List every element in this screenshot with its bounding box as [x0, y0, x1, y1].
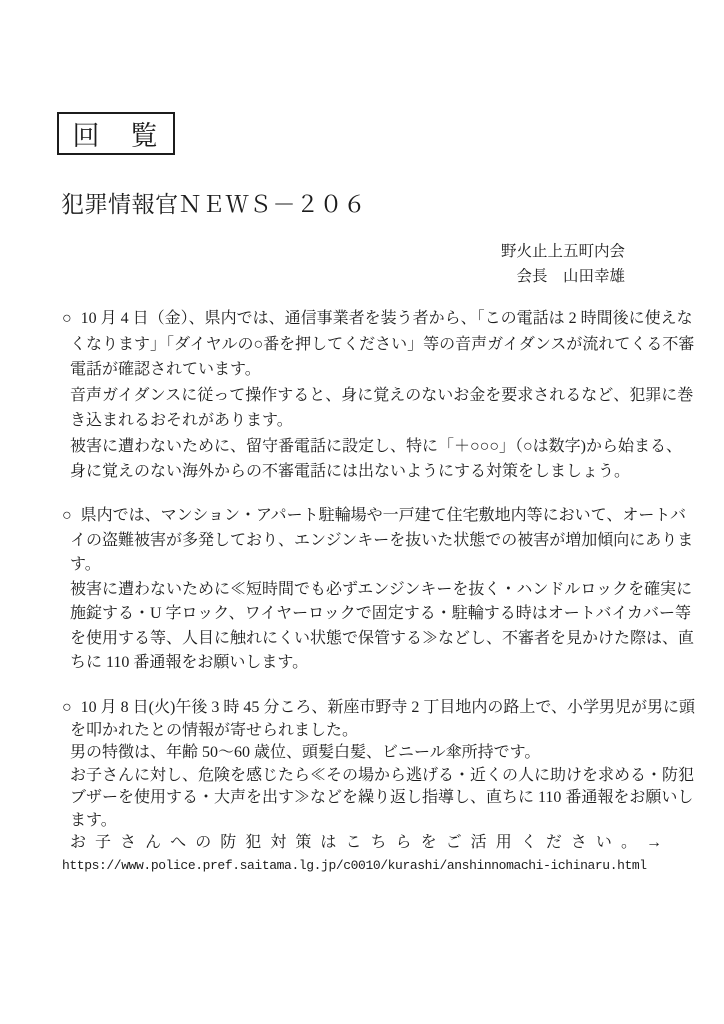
- section-line-text: 県内では、マンション・アパート駐輪場や一戸建て住宅敷地内等において、オートバ: [80, 507, 687, 524]
- section-line-text: 10 月 8 日(火)午後 3 時 45 分ころ、新座市野寺 2 丁目地内の路上で、小学男児が男に頭: [80, 699, 696, 716]
- section-line: す。: [70, 556, 101, 573]
- reference-url-text: https://www.police.pref.saitama.lg.jp/c0010/kurashi/anshinnomachi-ichinaru.html: [62, 857, 647, 873]
- section-line-text: 10 月 4 日（金）、県内では、通信事業者を装う者から、「この電話は 2 時間後に使えな: [80, 310, 693, 327]
- section-line: お子さんに対し、危険を感じたら≪その場から逃げる・近くの人に助けを求める・防犯: [70, 766, 695, 784]
- section-line: 被害に遭わないために、留守番電話に設定し、特に「＋○○○」（○は数字)から始まる、: [70, 437, 682, 455]
- document-title: 犯罪情報官ＮＥＷＳ－２０６: [61, 192, 367, 217]
- section-line: 音声ガイダンスに従って操作すると、身に覚えのないお金を要求されるなど、犯罪に巻: [70, 386, 694, 404]
- issuer-representative: 会長 山田幸雄: [516, 268, 625, 285]
- circulation-stamp-box: [57, 112, 175, 155]
- section-line: 被害に遭わないために≪短時間でも必ずエンジンキーを抜く・ハンドルロックを確実に: [70, 580, 693, 598]
- issuer-block: [501, 239, 625, 289]
- notice-section-child-safety: [62, 697, 696, 877]
- section-marker: ○: [62, 507, 72, 524]
- section-line: くなります」「ダイヤルの○番を押してください」等の音声ガイダンスが流れてくる不審: [70, 335, 695, 353]
- section-line: [62, 306, 693, 332]
- circulation-stamp-label: 回 覧: [72, 121, 160, 151]
- notice-section-phone-scam: [62, 306, 695, 485]
- section-line: 身に覚えのない海外からの不審電話には出ないようにする対策をしましょう。: [70, 463, 631, 480]
- section-line-call-to-action: お 子 さ ん へ の 防 犯 対 策 は こ ち ら を ご 活 用 く だ さ い 。 →: [70, 834, 662, 851]
- section-marker: ○: [62, 699, 72, 716]
- section-marker: ○: [62, 310, 72, 327]
- section-line: 電話が確認されています。: [70, 361, 261, 378]
- section-line: イの盗難被害が多発しており、エンジンキーを抜いた状態での被害が増加傾向にありま: [70, 531, 694, 549]
- section-line: 施錠する・U 字ロック、ワイヤーロックで固定する・駐輪する時はオートバイカバー等: [70, 605, 691, 622]
- notice-section-motorcycle-theft: [62, 504, 695, 676]
- section-line: ブザーを使用する・大声を出す≫などを繰り返し指導し、直ちに 110 番通報をお願いし: [70, 789, 694, 806]
- section-line: を使用する等、人目に触れにくい状態で保管する≫などし、不審者を見かけた際は、直: [70, 629, 695, 647]
- section-line: 男の特徴は、年齢 50～60 歳位、頭髪白髪、ビニール傘所持です。: [70, 744, 541, 761]
- section-line: き込まれるおそれがあります。: [70, 412, 293, 429]
- issuer-organization: 野火止上五町内会: [500, 243, 625, 260]
- section-line: [62, 504, 687, 529]
- section-line: を叩かれたとの情報が寄せられました。: [70, 721, 359, 739]
- section-line: ちに 110 番通報をお願いします。: [70, 654, 309, 671]
- section-line: [62, 697, 696, 720]
- section-line: ます。: [70, 811, 117, 829]
